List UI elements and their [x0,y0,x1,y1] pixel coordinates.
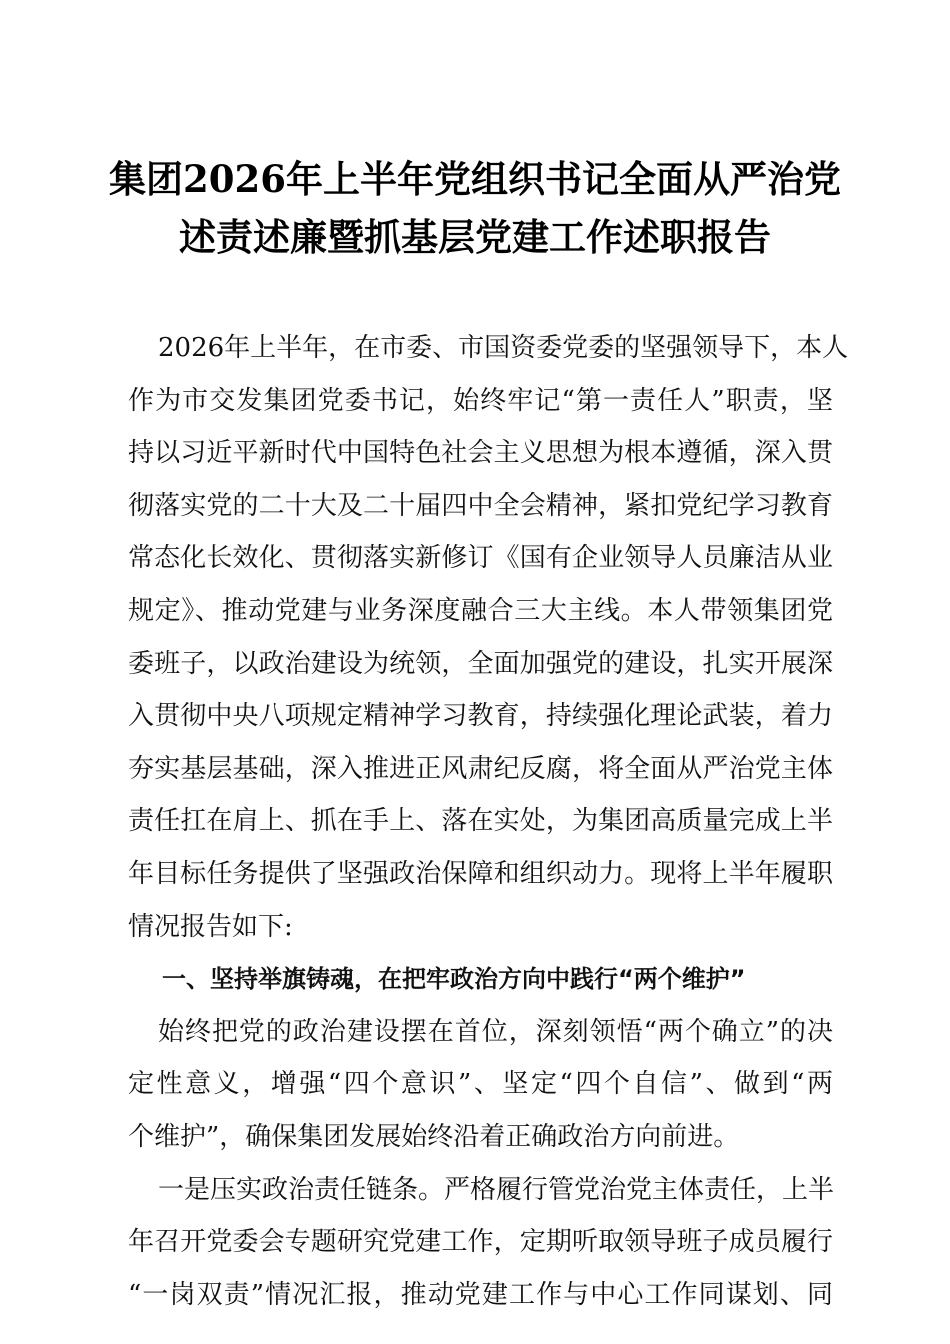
text-line: 年召开党委会专题研究党建工作，定期听取领导班子成员履行 [128,1227,833,1258]
text-line: 个维护”，确保集团发展始终沿着正确政治方向前进。 [128,1121,740,1152]
document-body [128,322,849,1321]
text-line: 规定》、推动党建与业务深度融合三大主线。本人带领集团党 [128,595,833,626]
text-line: 委班子，以政治建设为统领，全面加强党的建设，扎实开展深 [128,648,833,679]
text-line: 2026年上半年，在市委、市国资委党委的坚强领导下，本人 [158,333,849,363]
text-line: 常态化长效化、贯彻落实新修订《国有企业领导人员廉洁从业 [128,543,833,574]
text-line: 定性意义，增强“四个意识”、坚定“四个自信”、做到“两 [128,1069,833,1100]
text-line: 情况报告如下: [128,911,293,942]
text-line: 入贯彻中央八项规定精神学习教育，持续强化理论武装，着力 [128,701,833,732]
text-line: 彻落实党的二十大及二十届四中全会精神，紧扣党纪学习教育 [128,490,833,521]
text-line: 作为市交发集团党委书记，始终牢记“第一责任人”职责，坚 [128,385,833,416]
text-line: 始终把党的政治建设摆在首位，深刻领悟“两个确立”的决 [158,1016,833,1047]
title-line: 集团2026年上半年党组织书记全面从严治党 [109,157,841,201]
text-line: 年目标任务提供了坚强政治保障和组织动力。现将上半年履职 [128,858,833,889]
title-line: 述责述廉暨抓基层党建工作述职报告 [179,215,771,259]
text-line: 持以习近平新时代中国特色社会主义思想为根本遵循，深入贯 [128,438,833,469]
text-line: 一是压实政治责任链条。严格履行管党治党主体责任，上半 [158,1174,835,1205]
text-line: 责任扛在肩上、抓在手上、落在实处，为集团高质量完成上半 [128,806,833,837]
paragraph-section-1 [128,1006,833,1164]
document-title [100,150,850,266]
paragraph-point-1 [128,1164,833,1322]
section-heading: 一、坚持举旗铸魂，在把牢政治方向中践行“两个维护” [162,965,746,994]
text-line: 夯实基层基础，深入推进正风肃纪反腐，将全面从严治党主体 [128,753,833,784]
paragraph-intro [128,322,849,953]
text-line: “一岗双责”情况汇报，推动党建工作与中心工作同谋划、同 [128,1279,833,1310]
